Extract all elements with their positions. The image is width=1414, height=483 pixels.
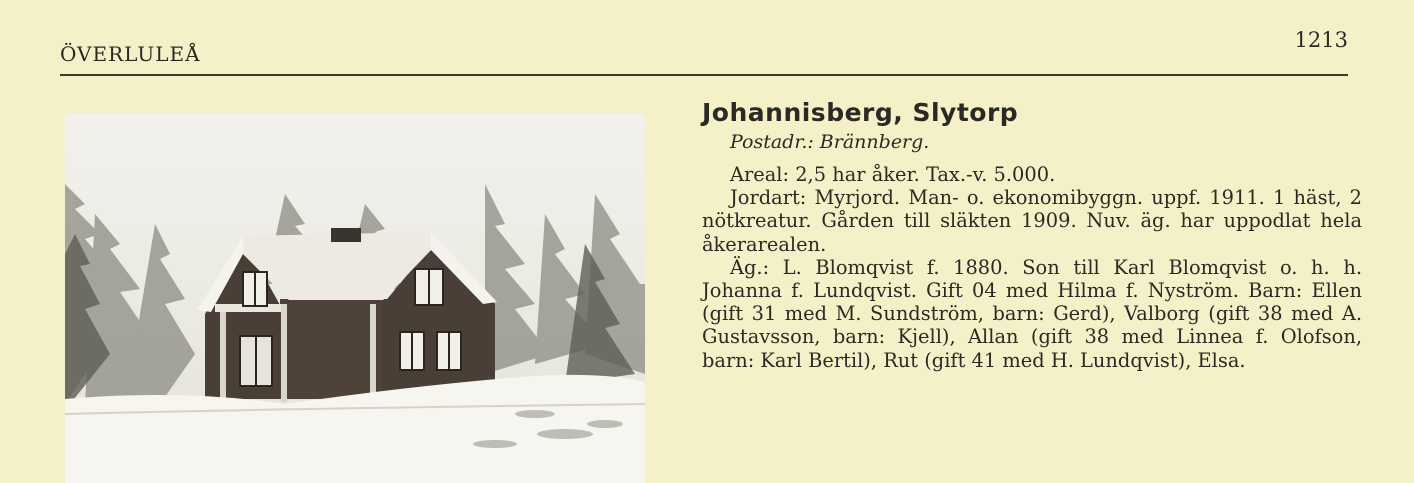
entry-body	[702, 163, 1362, 372]
header-rule	[60, 74, 1348, 76]
postal-address: Postadr.: Brännberg.	[730, 131, 930, 153]
section-header: ÖVERLULEÅ	[60, 42, 201, 66]
entry-title: Johannisberg, Slytorp	[702, 98, 1019, 127]
paragraph-area: Areal: 2,5 har åker. Tax.-v. 5.000.	[730, 163, 1056, 186]
photo-illustration	[65, 114, 645, 483]
house-in-snow-photo	[65, 114, 645, 483]
paragraph-soil: Jordart: Myrjord. Man- o. ekonomibyggn. uppf. 1911. 1 häst, 2 nötkreatur. Gården till släkten 1909. Nuv. äg. har uppodlat hela åkerarealen.	[702, 186, 1362, 256]
page-number: 1213	[1294, 28, 1348, 52]
entry-text	[702, 98, 1362, 372]
paragraph-owner: Äg.: L. Blomqvist f. 1880. Son till Karl Blomqvist o. h. h. Johanna f. Lundqvist. Gift 04 med Hilma f. Nyström. Barn: Ellen (gift 31 med M. Sundström, barn: Gerd), Valborg (gift 38 med A. Gustavsson, barn: Kjell), Allan (gift 38 med Linnea f. Olofson, barn: Karl Bertil), Rut (gift 41 med H. Lundqvist), Elsa.	[702, 255, 1362, 372]
